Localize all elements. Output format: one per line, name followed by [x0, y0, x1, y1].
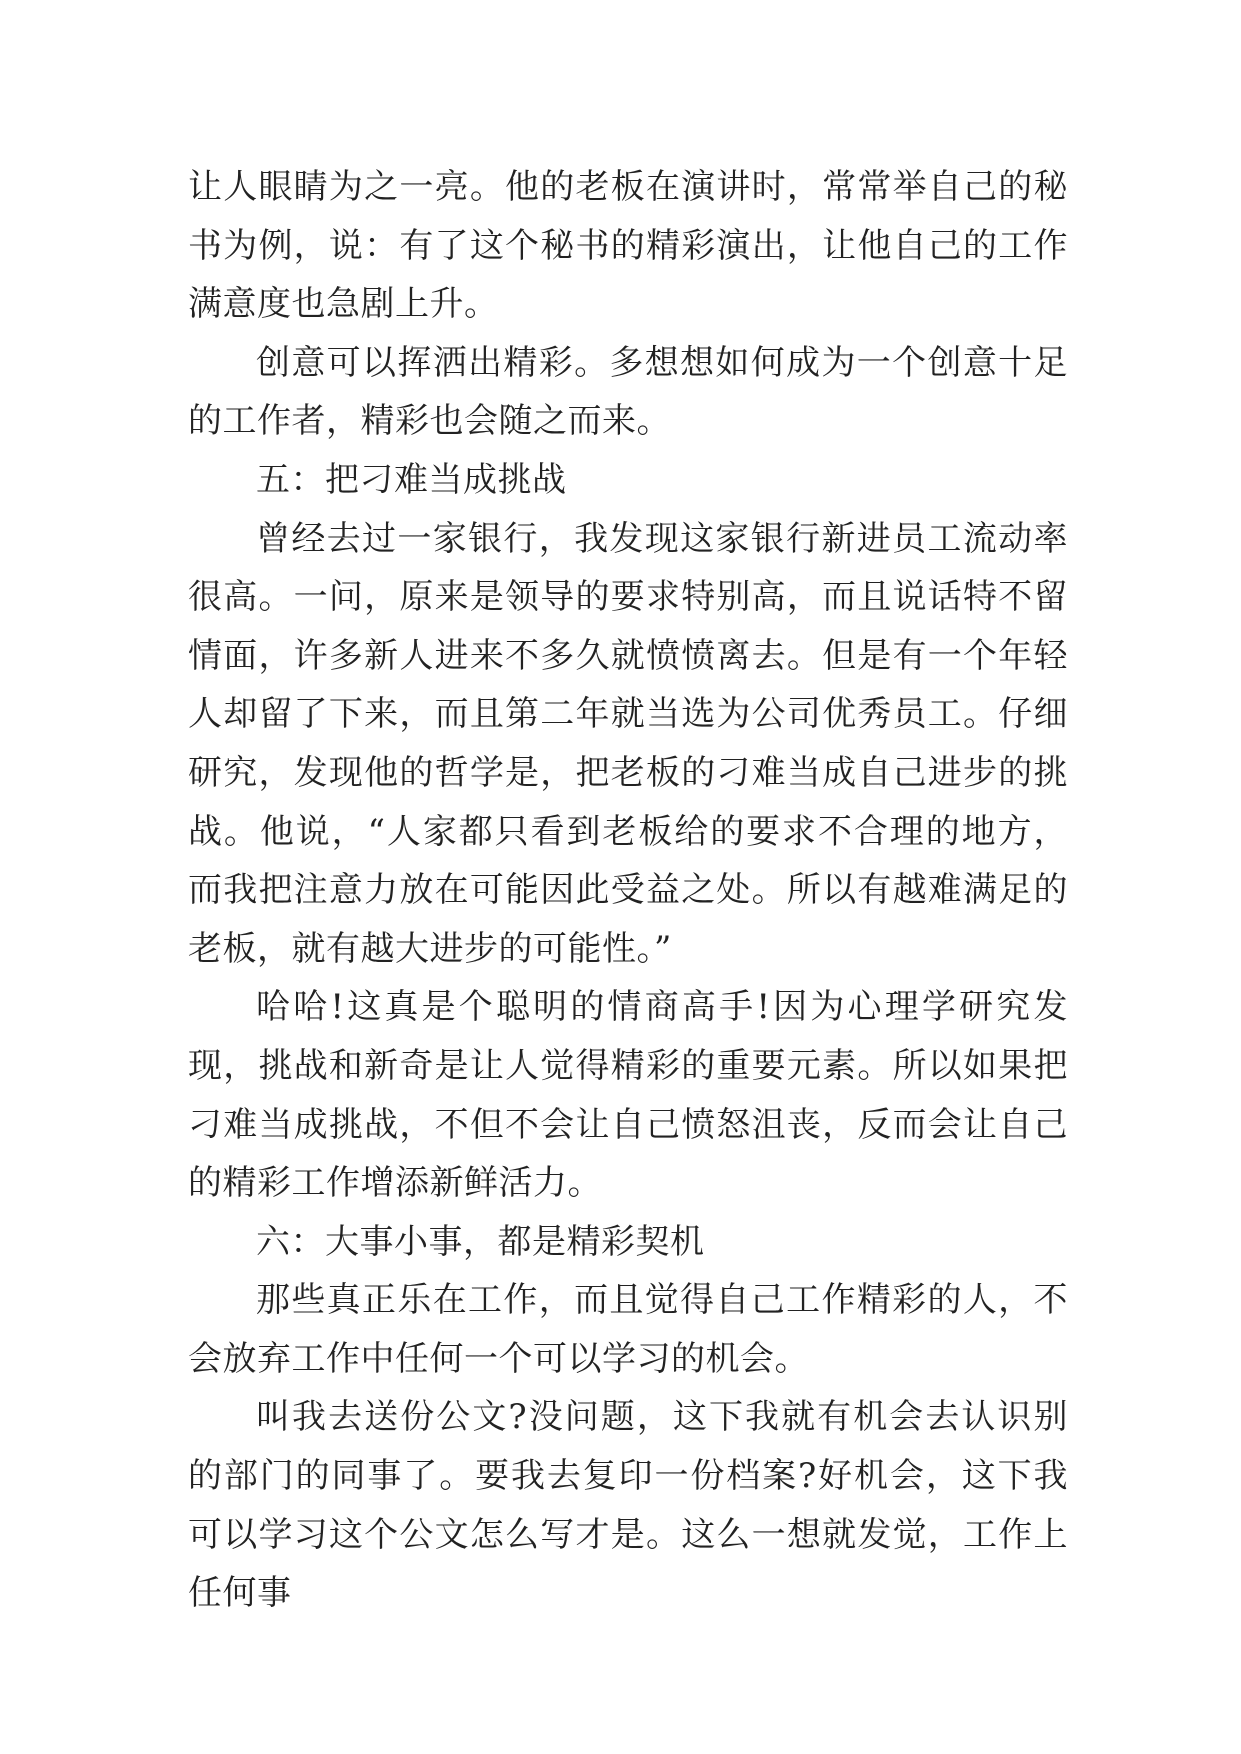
paragraph: 曾经去过一家银行，我发现这家银行新进员工流动率很高。一问，原来是领导的要求特别高，而且说话特不留情面，许多新人进来不多久就愤愤离去。但是有一个年轻人却留了下来，而且第二年就当选为公司优秀员工。仔细研究，发现他的哲学是，把老板的刁难当成自己进步的挑战。他说，“人家都只看到老板给的要求不合理的地方，而我把注意力放在可能因此受益之处。所以有越难满足的老板，就有越大进步的可能性。”: [188, 518, 1068, 969]
section-heading: 五：把刁难当成挑战: [256, 459, 567, 500]
paragraph-continued: 让人眼睛为之一亮。他的老板在演讲时，常常举自己的秘书为例，说：有了这个秘书的精彩演出，让他自己的工作满意度也急剧上升。: [188, 167, 1068, 325]
paragraph: 哈哈!这真是个聪明的情商高手!因为心理学研究发现，挑战和新奇是让人觉得精彩的重要元素。所以如果把刁难当成挑战，不但不会让自己愤怒沮丧，反而会让自己的精彩工作增添新鲜活力。: [188, 987, 1068, 1204]
paragraph: 创意可以挥洒出精彩。多想想如何成为一个创意十足的工作者，精彩也会随之而来。: [188, 342, 1068, 442]
section-heading: 六：大事小事，都是精彩契机: [256, 1221, 705, 1262]
paragraph: 那些真正乐在工作，而且觉得自己工作精彩的人，不会放弃工作中任何一个可以学习的机会。: [188, 1280, 1068, 1379]
document-body: [188, 158, 1068, 1623]
paragraph: 叫我去送份公文?没问题，这下我就有机会去认识别的部门的同事了。要我去复印一份档案?好机会，这下我可以学习这个公文怎么写才是。这么一想就发觉，工作上任何事: [188, 1397, 1068, 1614]
